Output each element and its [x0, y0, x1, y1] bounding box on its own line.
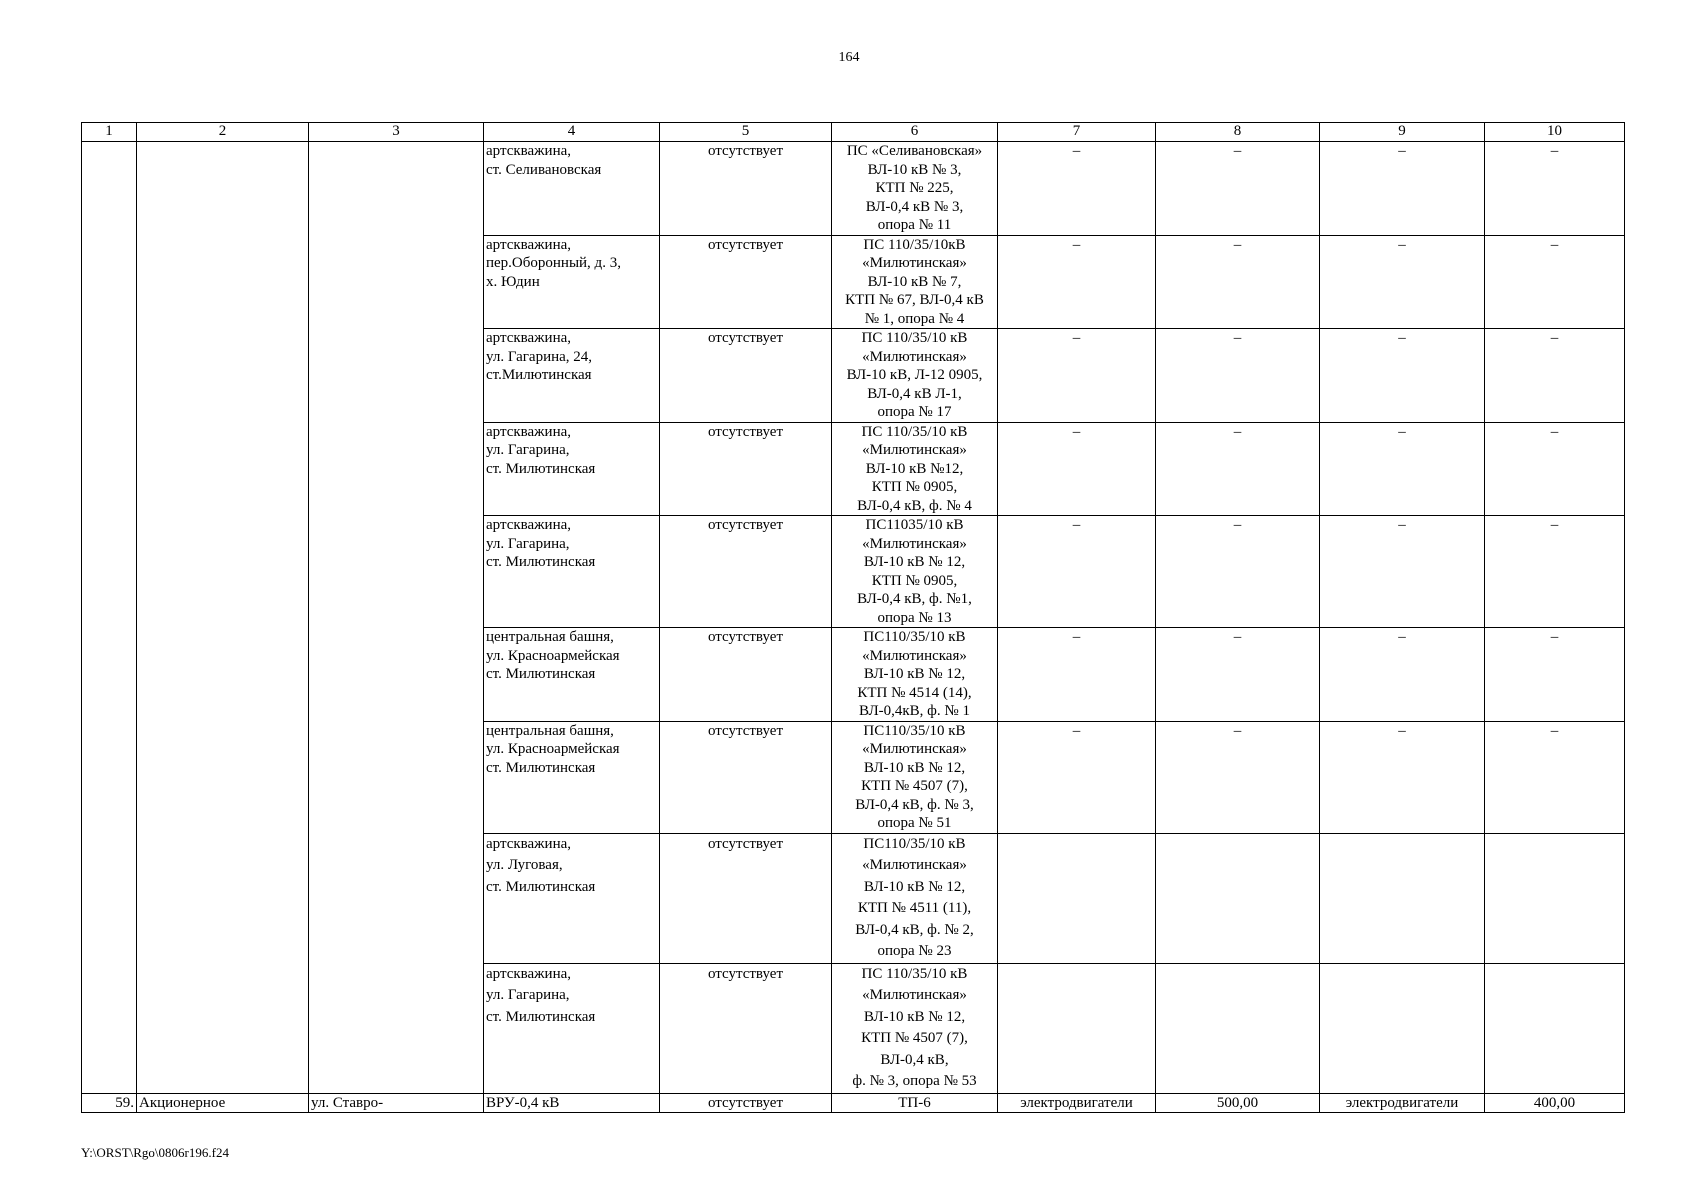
cell-col7: – — [998, 235, 1156, 329]
object-line: артскважина, — [486, 423, 572, 440]
cell-col9: – — [1320, 422, 1485, 516]
supply-point-cell: ТП-6 — [832, 1093, 998, 1113]
supply-line: ПС11035/10 кВ — [865, 517, 964, 533]
supply-line: ПС110/35/10 кВ — [863, 722, 966, 739]
cell-col8: – — [1156, 329, 1320, 423]
supply-line: ВЛ-0,4 кВ, ф. № 3, — [855, 796, 974, 813]
object-line: ст. Милютинская — [486, 1008, 596, 1025]
status-cell: отсутствует — [660, 963, 832, 1093]
supply-line: опора № 51 — [877, 815, 952, 831]
cell-col9 — [1320, 963, 1485, 1093]
cell-col8: 500,00 — [1156, 1093, 1320, 1113]
cell-col8: – — [1156, 142, 1320, 236]
cell-col8: – — [1156, 235, 1320, 329]
cell-col7 — [998, 833, 1156, 963]
supply-line: ПС 110/35/10 кВ — [861, 423, 968, 440]
supply-line: ПС 110/35/10 кВ — [861, 965, 968, 982]
object-line: ул. Гагарина, 24, — [486, 348, 593, 365]
supply-line: ПС110/35/10 кВ — [863, 835, 966, 852]
supply-line: КТП № 4507 (7), — [861, 1030, 968, 1046]
cell-col2-merged — [137, 142, 309, 1094]
status-cell: отсутствует — [660, 235, 832, 329]
cell-col8 — [1156, 963, 1320, 1093]
table-row — [82, 142, 1625, 236]
object-cell — [484, 516, 660, 628]
object-cell — [484, 235, 660, 329]
supply-line: КТП № 4514 (14), — [857, 684, 972, 701]
supply-point-cell — [832, 422, 998, 516]
cell-col10: – — [1485, 142, 1625, 236]
supply-line: КТП № 4511 (11), — [857, 900, 972, 916]
object-line: ст.Милютинская — [486, 367, 592, 383]
supply-line: ВЛ-10 кВ № 12, — [863, 1008, 966, 1025]
object-line: ул. Красноармейская — [486, 647, 620, 664]
cell-col10: – — [1485, 422, 1625, 516]
status-cell: отсутствует — [660, 833, 832, 963]
cell-col8: – — [1156, 516, 1320, 628]
cell-col9: электродвигатели — [1320, 1093, 1485, 1113]
object-line: ул. Красноармейская — [486, 741, 620, 757]
supply-line: опора № 23 — [877, 943, 952, 959]
cell-col8 — [1156, 833, 1320, 963]
status-cell: отсутствует — [660, 142, 832, 236]
supply-line: опора № 13 — [877, 609, 952, 626]
supply-line: ВЛ-0,4 кВ, ф. № 2, — [855, 921, 974, 938]
supply-line: ПС 110/35/10кВ — [863, 236, 966, 253]
cell-col7: – — [998, 422, 1156, 516]
cell-col9: – — [1320, 516, 1485, 628]
object-line: ул. Гагарина, — [486, 987, 570, 1003]
supply-line: «Милютинская» — [862, 857, 967, 873]
object-line: ул. Гагарина, — [486, 442, 570, 458]
object-line: артскважина, — [486, 236, 572, 253]
supply-line: ВЛ-0,4 кВ, ф. №1, — [857, 591, 972, 607]
col-header-7: 7 — [998, 123, 1156, 142]
cell-col10 — [1485, 833, 1625, 963]
supply-line: КТП № 67, ВЛ-0,4 кВ — [845, 292, 984, 308]
object-line: пер.Оборонный, д. 3, — [486, 255, 621, 271]
supply-point-cell — [832, 833, 998, 963]
object-line: ст. Милютинская — [486, 666, 596, 682]
col-header-10: 10 — [1485, 123, 1625, 142]
cell-col9: – — [1320, 142, 1485, 236]
supply-line: ВЛ-10 кВ №12, — [865, 460, 964, 477]
supply-line: «Милютинская» — [862, 348, 967, 365]
cell-col8: – — [1156, 628, 1320, 722]
cell-col7: – — [998, 329, 1156, 423]
object-line: ул. Гагарина, — [486, 535, 570, 552]
object-line: артскважина, — [486, 835, 572, 852]
cell-col10: – — [1485, 516, 1625, 628]
supply-point-cell — [832, 329, 998, 423]
object-line: ст. Милютинская — [486, 878, 596, 895]
object-cell — [484, 963, 660, 1093]
cell-col9: – — [1320, 721, 1485, 833]
object-line: центральная башня, — [486, 629, 614, 645]
supply-line: «Милютинская» — [862, 255, 967, 271]
object-line: ст. Милютинская — [486, 460, 596, 477]
supply-line: ВЛ-0,4 кВ, — [880, 1051, 949, 1068]
supply-line: ВЛ-10 кВ, Л-12 0905, — [846, 367, 983, 383]
page-number: 164 — [838, 50, 860, 65]
object-cell — [484, 142, 660, 236]
col-header-2: 2 — [137, 123, 309, 142]
object-line: артскважина, — [486, 517, 572, 533]
object-cell — [484, 833, 660, 963]
data-table — [81, 122, 1625, 1113]
supply-point-cell — [832, 721, 998, 833]
object-line: артскважина, — [486, 330, 572, 346]
supply-point-cell — [832, 142, 998, 236]
cell-col10: – — [1485, 628, 1625, 722]
supply-line: ВЛ-10 кВ № 7, — [867, 273, 962, 290]
supply-line: ПС110/35/10 кВ — [863, 629, 966, 645]
supply-line: опора № 17 — [877, 404, 952, 420]
row-number-cell: 59. — [82, 1093, 137, 1113]
cell-col9: – — [1320, 329, 1485, 423]
object-line: артскважина, — [486, 965, 572, 982]
supply-line: ВЛ-0,4 кВ Л-1, — [867, 385, 962, 402]
supply-line: ВЛ-0,4кВ, ф. № 1 — [859, 703, 970, 719]
status-cell: отсутствует — [660, 628, 832, 722]
status-cell: отсутствует — [660, 1093, 832, 1113]
object-cell — [484, 422, 660, 516]
status-cell: отсутствует — [660, 516, 832, 628]
supply-line: ВЛ-10 кВ № 12, — [863, 554, 966, 570]
cell-col9 — [1320, 833, 1485, 963]
object-cell — [484, 329, 660, 423]
object-line: центральная башня, — [486, 722, 614, 739]
cell-col9: – — [1320, 628, 1485, 722]
object-cell — [484, 628, 660, 722]
address-cell: ул. Ставро- — [309, 1093, 484, 1113]
status-cell: отсутствует — [660, 329, 832, 423]
supply-line: ВЛ-0,4 кВ, ф. № 4 — [857, 497, 972, 514]
column-number-header — [82, 123, 1625, 142]
status-cell: отсутствует — [660, 422, 832, 516]
cell-col7: – — [998, 516, 1156, 628]
cell-col7 — [998, 963, 1156, 1093]
supply-line: ВЛ-10 кВ № 12, — [863, 666, 966, 682]
cell-col3-merged — [309, 142, 484, 1094]
supply-line: ПС «Селивановская» — [846, 143, 983, 159]
supply-line: ВЛ-0,4 кВ № 3, — [865, 198, 964, 215]
cell-col7: электродвигатели — [998, 1093, 1156, 1113]
cell-col8: – — [1156, 422, 1320, 516]
supply-line: «Милютинская» — [862, 442, 967, 458]
supply-line: ВЛ-10 кВ № 3, — [867, 161, 962, 178]
supply-point-cell — [832, 628, 998, 722]
object-line: ст. Милютинская — [486, 759, 596, 776]
file-path-footer: Y:\ORST\Rgo\0806r196.f24 — [81, 1145, 229, 1160]
cell-col10: – — [1485, 329, 1625, 423]
object-line: артскважина, — [486, 143, 572, 159]
supply-line: ф. № 3, опора № 53 — [852, 1073, 977, 1089]
cell-col9: – — [1320, 235, 1485, 329]
object-cell: ВРУ-0,4 кВ — [484, 1093, 660, 1113]
col-header-5: 5 — [660, 123, 832, 142]
object-line: ул. Луговая, — [486, 857, 563, 873]
status-cell: отсутствует — [660, 721, 832, 833]
object-line: ст. Селивановская — [486, 161, 602, 178]
object-line: х. Юдин — [486, 273, 540, 290]
supply-line: ВЛ-10 кВ № 12, — [863, 759, 966, 776]
col-header-9: 9 — [1320, 123, 1485, 142]
supply-line: КТП № 0905, — [871, 572, 958, 589]
cell-col7: – — [998, 628, 1156, 722]
supply-point-cell — [832, 516, 998, 628]
supply-line: опора № 11 — [877, 217, 952, 233]
supply-point-cell — [832, 235, 998, 329]
col-header-4: 4 — [484, 123, 660, 142]
supply-line: «Милютинская» — [862, 741, 967, 757]
cell-col10 — [1485, 963, 1625, 1093]
supply-line: КТП № 4507 (7), — [861, 778, 968, 794]
cell-col10: – — [1485, 721, 1625, 833]
col-header-1: 1 — [82, 123, 137, 142]
cell-col1-merged — [82, 142, 137, 1094]
cell-col8: – — [1156, 721, 1320, 833]
organization-cell: Акционерное — [137, 1093, 309, 1113]
col-header-8: 8 — [1156, 123, 1320, 142]
cell-col7: – — [998, 142, 1156, 236]
supply-line: № 1, опора № 4 — [864, 310, 965, 327]
supply-line: КТП № 0905, — [871, 479, 958, 495]
cell-col10: – — [1485, 235, 1625, 329]
object-line: ст. Милютинская — [486, 554, 596, 570]
supply-point-cell — [832, 963, 998, 1093]
supply-line: ВЛ-10 кВ № 12, — [863, 878, 966, 895]
cell-col10: 400,00 — [1485, 1093, 1625, 1113]
cell-col7: – — [998, 721, 1156, 833]
supply-line: «Милютинская» — [862, 647, 967, 664]
object-cell — [484, 721, 660, 833]
table-row — [82, 1093, 1625, 1113]
supply-line: КТП № 225, — [875, 180, 954, 196]
col-header-6: 6 — [832, 123, 998, 142]
supply-line: «Милютинская» — [862, 987, 967, 1003]
supply-line: «Милютинская» — [862, 535, 967, 552]
supply-line: ПС 110/35/10 кВ — [861, 330, 968, 346]
col-header-3: 3 — [309, 123, 484, 142]
